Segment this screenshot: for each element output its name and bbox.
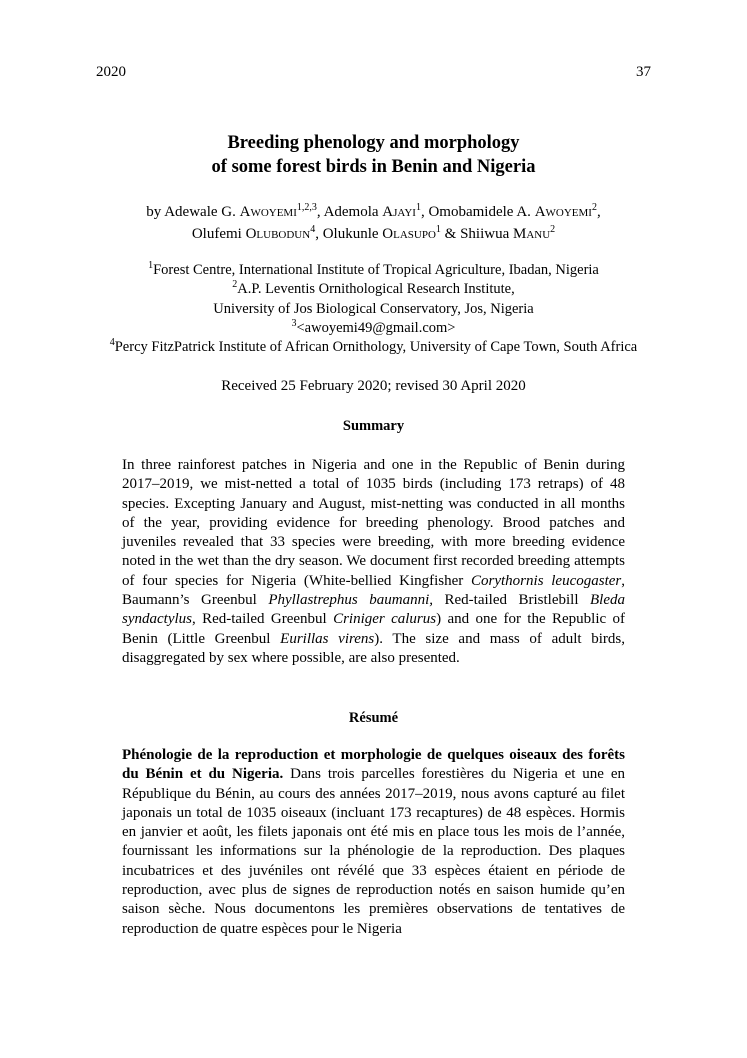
affiliation-3-email: $^3$<awoyemi49@gmail.com> bbox=[291, 318, 456, 336]
title-line-1: Breeding phenology and morphology bbox=[227, 133, 520, 153]
summary-paragraph: In three rainforest patches in Nigeria and one in the Republic of Benin during 2017–2019, we mist-netted a total of 1035 birds (including 173 retraps) of 48 species. Excepting January and August, mist-netting was conducted in all months of the year, providing evidence for breeding phenology. Brood patches and juveniles revealed that 33 species were breeding, with more breeding evidence noted in the wet than the dry season. We document first recorded breeding attempts of four species for Nigeria (White-bellied Kingfisher Corythornis leucogaster, Baumann’s Greenbul Phyllastrephus baumanni, Red-tailed Bristlebill Bleda syndactylus, Red-tailed Greenbul Criniger calurus) and one for the Republic of Benin (Little Greenbul Eurillas virens). The size and mass of adult birds, disaggregated by sex where possible, are also presented. bbox=[122, 457, 625, 666]
author-list bbox=[96, 201, 651, 245]
by-label: by bbox=[146, 204, 165, 220]
affiliations bbox=[86, 261, 661, 357]
running-head-year: 2020 bbox=[96, 64, 126, 80]
author-2: Ademola Ajayi$^1$ bbox=[323, 202, 421, 220]
species-name: Eurillas virens bbox=[280, 630, 375, 647]
author-4: Olufemi Olubodun$^4$ bbox=[191, 224, 316, 242]
running-head bbox=[96, 64, 651, 84]
author-3: Omobamidele A. Awoyemi$^2$ bbox=[428, 202, 597, 220]
author-line-2: Olufemi Olubodun$^4$, Olukunle Olasupo$^1$ & Shiiwua Manu$^2$ bbox=[191, 224, 556, 242]
resume-heading: Résumé bbox=[348, 710, 399, 726]
author-1: Adewale G. Awoyemi$^{1,2,3}$ bbox=[164, 202, 317, 220]
summary-heading: Summary bbox=[342, 418, 405, 434]
resume-title-lead: Phénologie de la reproduction et morphologie de quelques oiseaux des forêts du Bénin et du Nigeria. bbox=[122, 747, 625, 783]
affiliation-2-cont: University of Jos Biological Conservatory, Jos, Nigeria bbox=[213, 300, 534, 317]
species-name: Phyllastrephus baumanni, bbox=[268, 592, 434, 609]
affiliation-2: $^2$A.P. Leventis Ornithological Research Institute, bbox=[232, 279, 515, 298]
species-name: Corythornis leucogaster bbox=[471, 572, 622, 589]
affiliation-1: $^1$Forest Centre, International Institute of Tropical Agriculture, Ibadan, Nigeria bbox=[148, 260, 599, 278]
species-name: Criniger calurus bbox=[333, 611, 437, 628]
article-title bbox=[96, 131, 651, 179]
affiliation-4: $^4$Percy FitzPatrick Institute of African Ornithology, University of Cape Town, South Africa bbox=[109, 337, 638, 356]
author-5: Olukunle Olasupo$^1$ bbox=[322, 224, 441, 242]
page-number: 37 bbox=[636, 64, 651, 80]
species-name: Bleda syndactylus bbox=[122, 592, 625, 628]
resume-paragraph: Phénologie de la reproduction et morphologie de quelques oiseaux des forêts du Bénin et du Nigeria. Dans trois parcelles forestières du Nigeria et une en République du Bénin, au cours des années 2017–2019, nous avons capturé au filet japonais un total de 1035 oiseaux (incluant 173 recaptures) de 48 espèces. Hormis en janvier et août, les filets japonais ont été mis en place tous les mois de l’année, fournissant les informations sur la phénologie de la reproduction. Des plaques incubatrices et des juvéniles ont révélé que 33 espèces étaient en période de reproduction, avec plus de signes de reproduction notés en saison humide qu’en saison sèche. Nous documentons les premières observations de tentatives de reproduction de quatre espèces pour le Nigeria bbox=[122, 747, 625, 937]
received-dates: Received 25 February 2020; revised 30 April 2020 bbox=[221, 378, 526, 394]
title-line-2: of some forest birds in Benin and Nigeria bbox=[211, 157, 536, 177]
author-6: Shiiwua Manu$^2$ bbox=[460, 224, 556, 242]
author-line-1: by Adewale G. Awoyemi$^{1,2,3}$, Ademola Ajayi$^1$, Omobamidele A. Awoyemi$^2$, bbox=[146, 202, 601, 220]
